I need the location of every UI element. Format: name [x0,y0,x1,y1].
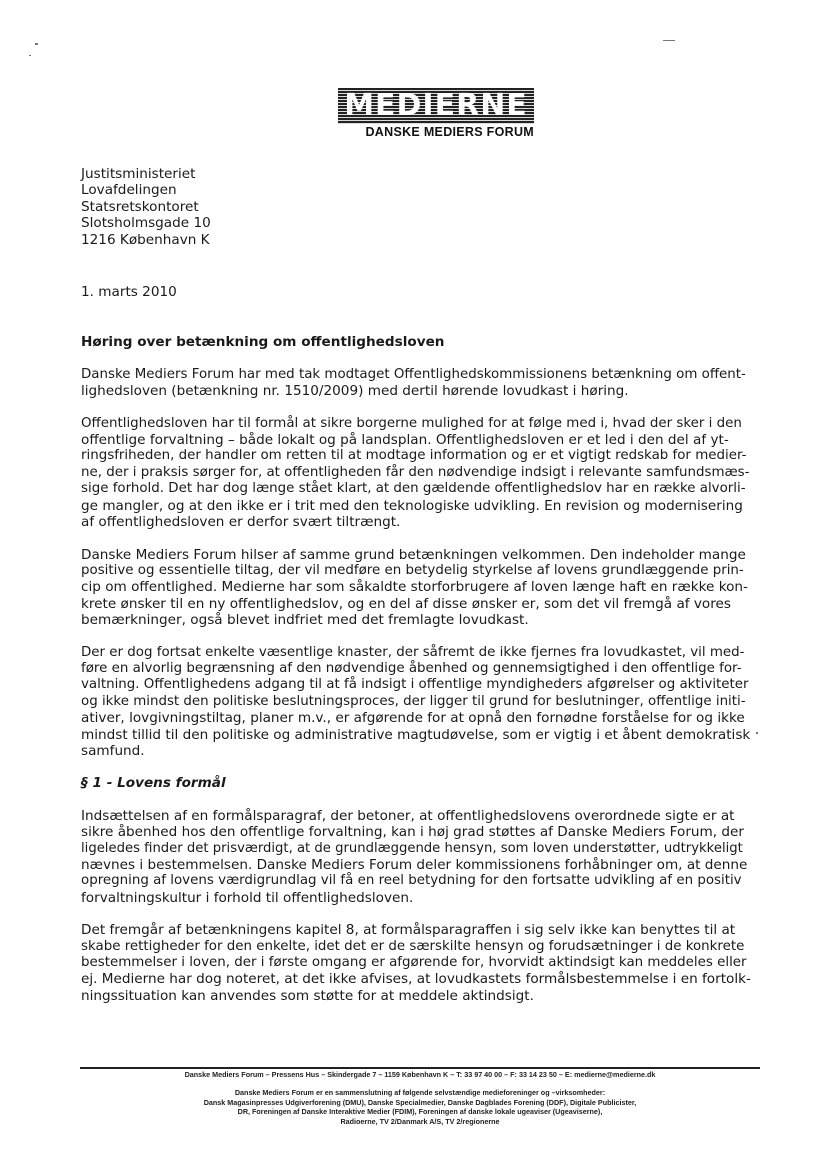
paragraph-line: mindst tillid til den politiske og administrative magtudøvelse, som er vigtig i et åbent demokratisk [81,726,751,743]
footer-divider [80,1067,760,1069]
paragraph-line: forvaltningskultur i forhold til offentlighedsloven. [81,889,414,906]
paragraph-line: Danske Mediers Forum hilser af samme grund betænkningen velkommen. Den indeholder mange [81,546,746,563]
letterhead-logo [338,88,534,139]
paragraph-line: og ikke mindst den politiske beslutningsproces, der ligger til grund for beslutninger, offentlige initi- [81,693,746,709]
paragraph [81,367,751,400]
paragraph-line: ligeledes finder det prisværdigt, at de grundlæggende hensyn, som loven understøtter, udtrykkeligt [81,840,743,856]
paragraph-line: ringsfriheden, der handler om retten til at modtage information og er et vigtigt redskab for medier- [81,448,747,464]
paragraph-line: sikre åbenhed hos den offentlige forvaltning, kan i høj grad støttes af Danske Mediers Forum, der [81,824,745,841]
paragraph-line: lighedsloven (betænkning nr. 1510/2009) med dertil hørende lovudkast i høring. [81,383,629,400]
scan-speck [29,55,31,56]
paragraph-line: Indsættelsen af en formålsparagraf, der betoner, at offentlighedslovens overordnede sigte er at [81,807,735,824]
paragraph-line: opregning af lovens værdigrundlag vil få en reel betydning for den fortsatte udvikling af en positiv [81,873,742,889]
recipient-line: Lovafdelingen [81,182,177,199]
paragraph-line: ativer, lovgivningstiltag, planer m.v., er afgørende for at opnå den fornødne forståelse for og ikke [81,710,745,727]
letter-date: 1. marts 2010 [81,284,177,301]
paragraph-line: Offentlighedsloven har til formål at sikre borgerne mulighed for at følge med i, hvad der sker i den [81,415,742,431]
recipient-line: Justitsministeriet [81,166,196,182]
footer-members-line: DR, Foreningen af Danske Interaktive Medier (FDIM), Foreningen af danske lokale ugeaviser (Ugeaviserne), [237,1107,603,1117]
paragraph-line: skabe rettigheder for den enkelte, idet det er de særskilte hensyn og forudsætninger i de konkrete [81,938,745,954]
paragraph-line: samfund. [81,742,145,759]
scan-speck [35,43,38,45]
intro-paragraphs [81,367,751,760]
paragraph [81,547,751,629]
footer-members-line: Radioerne, TV 2/Danmark A/S, TV 2/regionerne [340,1116,500,1126]
paragraph-line: Danske Mediers Forum har med tak modtaget Offentlighedskommissionens betænkning om offent- [81,366,746,382]
footer-members [80,1088,760,1126]
paragraph-line: cip om offentlighed. Medierne har som såkaldte storforbrugere af loven længe haft en række kon- [81,579,748,596]
paragraph-line: positive og essentielle tiltag, der vil medføre en betydelig styrkelse af lovens grundlæggende prin- [81,562,744,578]
paragraph-line: Der er dog fortsat enkelte væsentlige knaster, der såfremt de ikke fjernes fra lovudkastet, vil med- [81,644,745,660]
section-heading: § 1 - Lovens formål [81,775,226,792]
paragraph-line: ne, der i praksis sørger for, at offentligheden får den nødvendige indsigt i relevante samfundsmæs- [81,464,750,480]
paragraph-line: valtning. Offentlighedens adgang til at få indsigt i offentlige myndigheders afgørelser og aktiviteter [81,677,749,693]
scan-speck [663,40,675,41]
paragraph-line: offentlige forvaltning – både lokalt og på landsplan. Offentlighedsloven er et led i den del af yt- [81,432,729,449]
organization-name: DANSKE MEDIERS FORUM [365,125,534,139]
paragraph-line: føre en alvorlig begrænsning af den nødvendige åbenhed og gennemsigtighed i den offentlige for- [81,660,742,676]
paragraph-line: bemærkninger, også blevet indfriet med det fremlagte lovudkast. [81,612,529,629]
paragraph-line: nævnes i bestemmelsen. Danske Mediers Forum deler kommissionens forhåbninger om, at denne [81,857,748,873]
footer-members-line: Danske Mediers Forum er en sammenslutning af følgende selvstændige medieforeninger og –virksomheder: [234,1088,606,1097]
logo-banner [338,88,534,124]
paragraph [81,808,751,906]
section-paragraphs [81,808,751,1004]
recipient-address [81,166,751,248]
paragraph-line: af offentlighedsloven er derfor svært tiltrængt. [81,514,401,531]
paragraph-line: sige forhold. Det har dog længe stået klart, at den gældende offentlighedslov har en række alvorli- [81,481,746,497]
recipient-line: Slotsholmsgade 10 [81,215,211,232]
paragraph [81,645,751,760]
footer-address: Danske Mediers Forum – Pressens Hus – Skindergade 7 – 1159 København K – T: 33 97 40 00 – F: 33 14 23 50 – E: medierne@medierne.dk [184,1070,656,1079]
recipient-line: 1216 København K [81,231,210,248]
letter-heading: Høring over betænkning om offentlighedsloven [81,334,445,351]
paragraph-line: ej. Medierne har dog noteret, at det ikke afvises, at lovudkastets formålsbestemmelse i en fortolk- [81,971,751,988]
scan-speck [756,732,758,734]
paragraph-line: ningssituation kan anvendes som støtte for at meddele aktindsigt. [81,987,534,1004]
paragraph-line: bestemmelser i loven, der i første omgang er afgørende for, hvorvidt aktindsigt kan meddeles eller [81,955,747,971]
paragraph-line: krete ønsker til en ny offentlighedslov, og en del af disse ønsker er, som det vil fremgå af vores [81,595,731,612]
letter-body [81,166,751,1004]
paragraph-line: ge mangler, og at den ikke er i trit med den teknologiske udvikling. En revision og modernisering [81,497,743,514]
paragraph [81,922,751,1004]
recipient-line: Statsretskontoret [81,198,199,215]
paragraph-line: Det fremgår af betænkningens kapitel 8, at formålsparagraffen i sig selv ikke kan benyttes til at [81,922,736,939]
logo-wordmark: MEDIERNE [344,88,528,123]
paragraph [81,416,751,531]
footer-members-line: Dansk Magasinpresses Udgiverforening (DMU), Danske Specialmedier, Danske Dagblades Forening (DDF), Digitale Publicister, [203,1097,637,1107]
